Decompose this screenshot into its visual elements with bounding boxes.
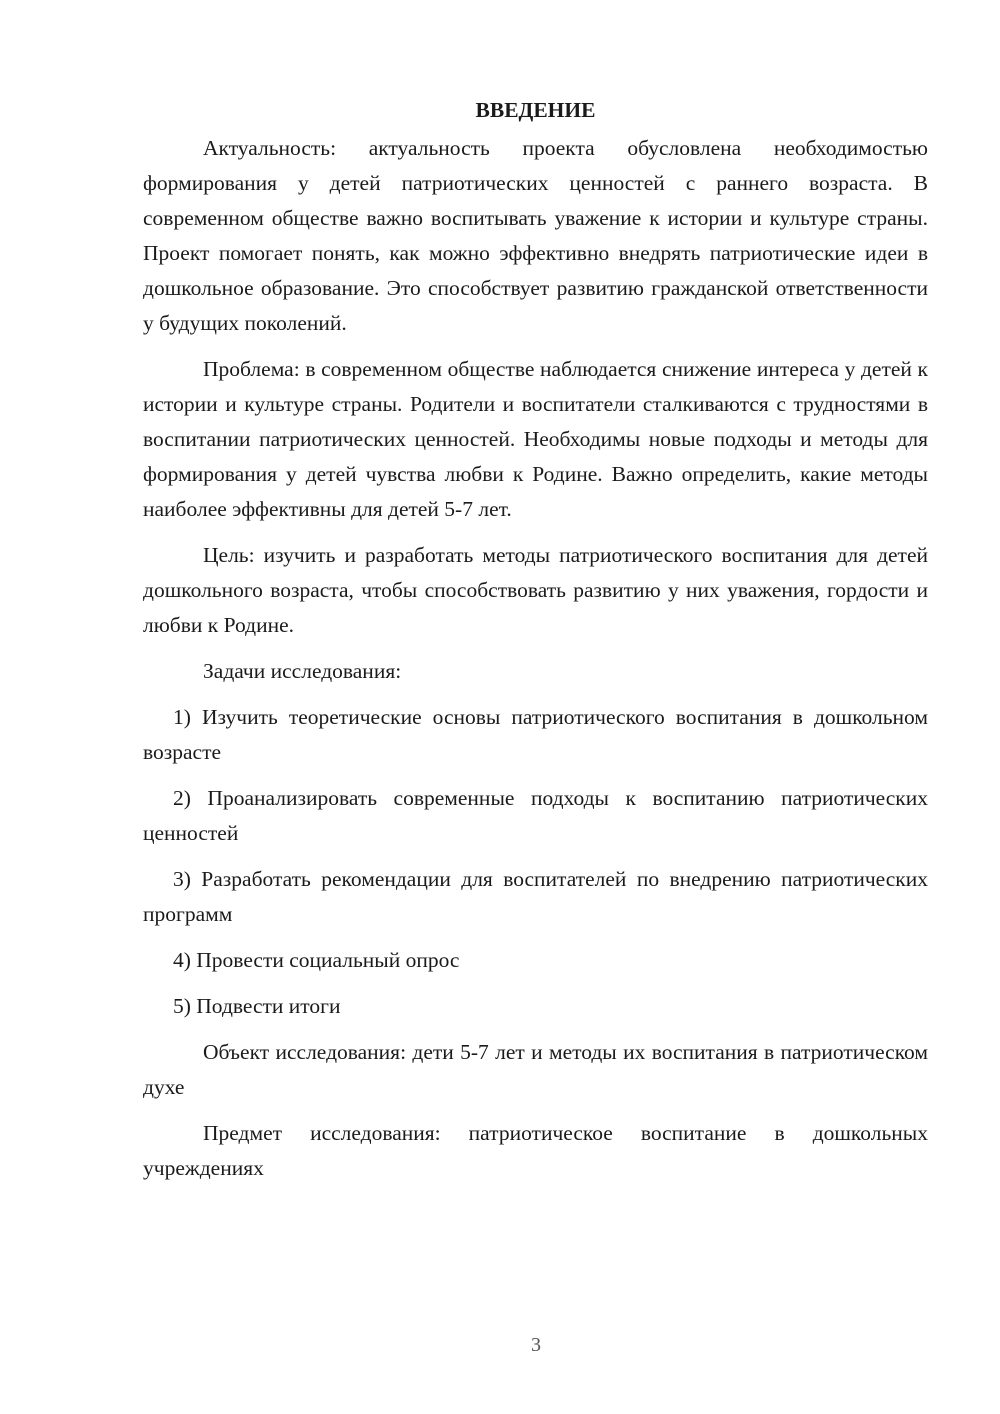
tasks-heading: Задачи исследования:	[203, 659, 402, 683]
tasks-list	[143, 700, 928, 1024]
list-item: 2) Проанализировать современные подходы к воспитанию патриотических ценностей	[143, 786, 928, 845]
list-item: 5) Подвести итоги	[173, 994, 341, 1018]
subject-paragraph: Предмет исследования: патриотическое воспитание в дошкольных учреждениях	[143, 1121, 928, 1180]
goal-paragraph: Цель: изучить и разработать методы патриотического воспитания для детей дошкольного возраста, чтобы способствовать развитию у них уважения, гордости и любви к Родине.	[143, 543, 928, 637]
document-page	[143, 95, 928, 1197]
list-item: 3) Разработать рекомендации для воспитателей по внедрению патриотических программ	[143, 867, 928, 926]
list-item: 1) Изучить теоретические основы патриотического воспитания в дошкольном возрасте	[143, 705, 928, 764]
problem-paragraph: Проблема: в современном обществе наблюдается снижение интереса у детей к истории и культуре страны. Родители и воспитатели сталкиваются с трудностями в воспитании патриотических ценностей. Необходимы новые подходы и методы для формирования у детей чувства любви к Родине. Важно определить, какие методы наиболее эффективны для детей 5-7 лет.	[143, 357, 928, 521]
relevance-paragraph: Актуальность: актуальность проекта обусловлена необходимостью формирования у детей патриотических ценностей с раннего возраста. В современном обществе важно воспитывать уважение к истории и культуре страны. Проект помогает понять, как можно эффективно внедрять патриотические идеи в дошкольное образование. Это способствует развитию гражданской ответственности у будущих поколений.	[143, 136, 928, 335]
page-title: ВВЕДЕНИЕ	[475, 98, 596, 122]
page-number: 3	[531, 1334, 541, 1356]
object-paragraph: Объект исследования: дети 5-7 лет и методы их воспитания в патриотическом духе	[143, 1040, 928, 1099]
list-item: 4) Провести социальный опрос	[173, 948, 460, 972]
